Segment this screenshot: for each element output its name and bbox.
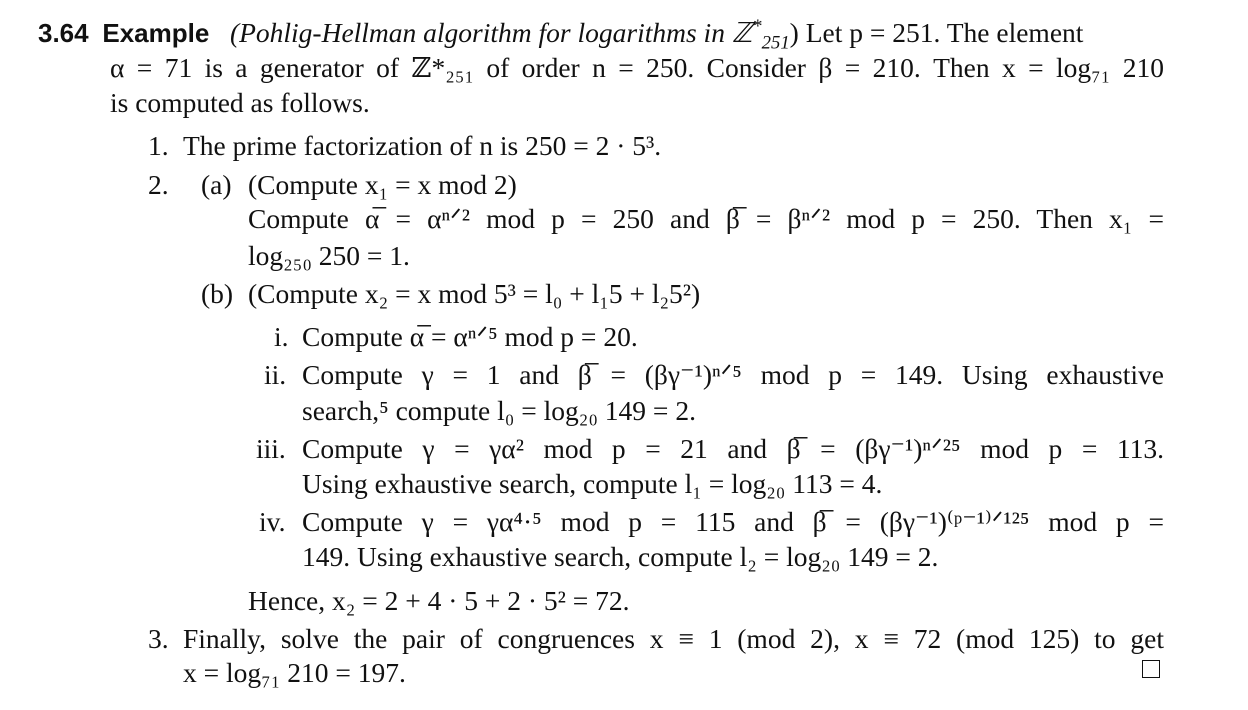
qed-square-icon <box>1142 660 1160 678</box>
step-2a-heading: (Compute x₁ = x mod 2) <box>248 169 517 200</box>
substep-iii-line-2: Using exhaustive search, compute l₁ = log₂₀ 113 = 4. <box>302 468 883 499</box>
substep-ii-number: ii. <box>264 359 287 390</box>
hence-line: Hence, x₂ = 2 + 4 · 5 + 2 · 5² = 72. <box>248 585 630 616</box>
step-2b-heading: (Compute x₂ = x mod 5³ = l₀ + l₁5 + l₂5²) <box>248 278 701 309</box>
example-number: 3.64 <box>38 18 89 48</box>
step-3-line-1: Finally, solve the pair of congruences x ≡ 1 (mod 2), x ≡ 72 (mod 125) to get <box>183 623 1164 654</box>
substep-iv-line-2: 149. Using exhaustive search, compute l₂ = log₂₀ 149 = 2. <box>302 541 939 572</box>
substep-iii-number: iii. <box>256 433 286 464</box>
step-2b-label: (b) <box>201 278 234 309</box>
step-2a-line-2: log₂₅₀ 250 = 1. <box>248 240 410 271</box>
substep-i-text: Compute α̅ = αⁿᐟ⁵ mod p = 20. <box>302 321 638 352</box>
example-title: (Pohlig-Hellman algorithm for logarithms in ℤ*$_{251}$) <box>229 15 799 54</box>
example-word: Example <box>102 18 210 48</box>
step-1-number: 1. <box>148 130 169 161</box>
step-2a-label: (a) <box>201 169 232 200</box>
substep-iv-line-1: Compute γ = γα⁴·⁵ mod p = 115 and β̅ = (βγ⁻¹)⁽ᵖ⁻¹⁾ᐟ¹²⁵ mod p = <box>302 506 1164 537</box>
step-1-text: The prime factorization of n is 250 = 2 · 5³. <box>183 130 662 161</box>
step-3-line-2: x = log₇₁ 210 = 197. <box>183 657 406 688</box>
example-heading-line <box>38 15 1164 54</box>
step-3-number: 3. <box>148 623 169 654</box>
intro-line-1: Let p = 251. The element <box>805 17 1084 48</box>
intro-line-2: α = 71 is a generator of ℤ*₂₅₁ of order n = 250. Consider β = 210. Then x = log₇₁ 210 <box>110 52 1164 83</box>
substep-iii-line-1: Compute γ = γα² mod p = 21 and β̅ = (βγ⁻¹)ⁿᐟ²⁵ mod p = 113. <box>302 433 1164 464</box>
substep-iv-number: iv. <box>259 506 286 537</box>
step-2-number: 2. <box>148 169 169 200</box>
substep-ii-line-1: Compute γ = 1 and β̅ = (βγ⁻¹)ⁿᐟ⁵ mod p = 149. Using exhaustive <box>302 359 1164 390</box>
substep-ii-line-2: search,⁵ compute l₀ = log₂₀ 149 = 2. <box>302 395 696 426</box>
intro-line-3: is computed as follows. <box>110 87 370 118</box>
substep-i-number: i. <box>274 321 289 352</box>
step-2a-line-1: Compute α̅ = αⁿᐟ² mod p = 250 and β̅ = βⁿᐟ² mod p = 250. Then x₁ = <box>248 203 1164 234</box>
